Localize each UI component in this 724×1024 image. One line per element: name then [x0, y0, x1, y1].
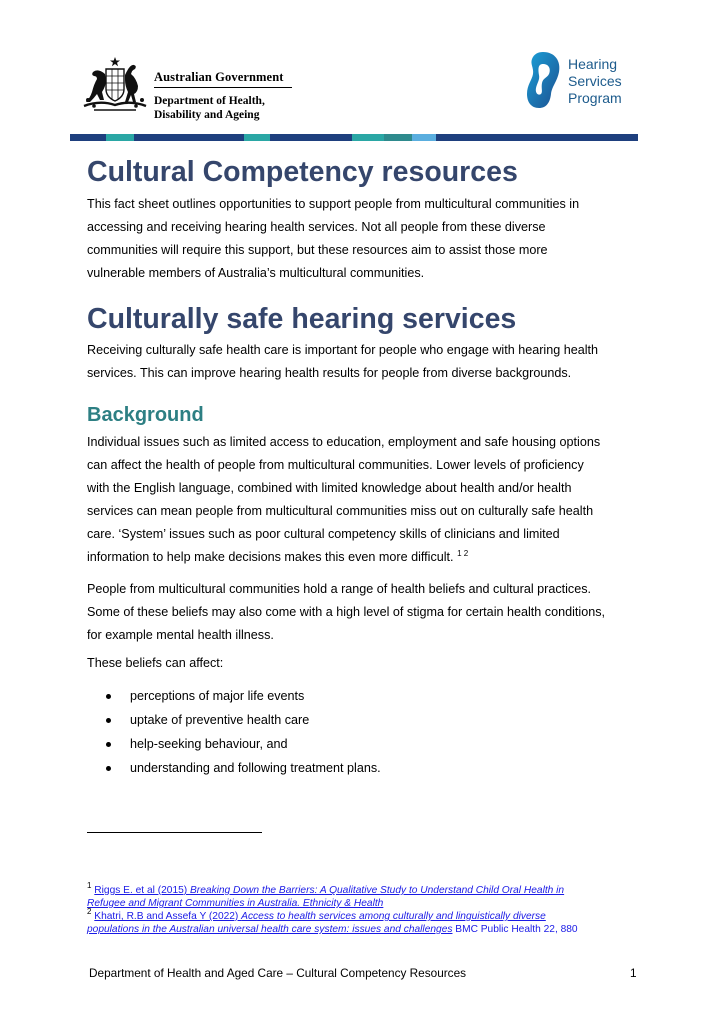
footnote-1-link[interactable]	[94, 885, 564, 896]
intro-line: vulnerable members of Australia’s multicultural communities.	[87, 266, 425, 280]
government-rule	[154, 87, 292, 88]
footnote-2-link-cont[interactable]	[87, 924, 452, 935]
footnote-number: 2	[87, 907, 92, 916]
stripe-segment	[134, 134, 204, 141]
background-line: Some of these beliefs may also come with a high level of stigma for certain health conditions,	[87, 605, 606, 619]
footnote-authors: Riggs E. et al (2015)	[94, 885, 190, 896]
stripe-segment	[270, 134, 330, 141]
footnote-reference[interactable]: 1 2	[457, 549, 469, 558]
background-line	[87, 546, 643, 569]
list-item-text: uptake of preventive health care	[130, 713, 310, 727]
program-name	[568, 56, 622, 107]
page-number: 1	[630, 966, 637, 980]
background-paragraph-2	[87, 578, 643, 647]
background-line: Individual issues such as limited access to education, employment and safe housing options	[87, 435, 601, 449]
footnote-authors: Khatri, R.B and Assefa Y (2022)	[94, 911, 242, 922]
footnote-title: Refugee and Migrant Communities in Australia. Ethnicity & Health	[87, 898, 384, 909]
government-name: Australian Government	[154, 70, 284, 84]
stripe-segment	[330, 134, 352, 141]
program-name-line: Program	[568, 90, 622, 106]
background-line: services can mean people from multicultural communities miss out on culturally safe health	[87, 504, 594, 518]
ear-logo-icon	[524, 50, 562, 110]
list-item	[104, 732, 624, 756]
page-title: Cultural Competency resources	[87, 156, 518, 188]
section-line: Receiving culturally safe health care is important for people who engage with hearing health	[87, 343, 599, 357]
section-title: Culturally safe hearing services	[87, 303, 517, 335]
program-name-line: Hearing	[568, 56, 618, 72]
page-footer: Department of Health and Aged Care – Cultural Competency Resources	[89, 966, 467, 980]
section-paragraph	[87, 339, 643, 385]
department-name	[154, 94, 314, 122]
intro-paragraph	[87, 193, 643, 285]
bullet-icon	[106, 694, 111, 699]
footnote-number: 1	[87, 881, 92, 890]
government-logo	[80, 56, 310, 126]
footnote-title: Breaking Down the Barriers: A Qualitative Study to Understand Child Oral Health in	[190, 885, 565, 896]
program-logo	[524, 48, 644, 116]
section-line: services. This can improve hearing health results for people from diverse backgrounds.	[87, 366, 572, 380]
bullet-icon	[106, 718, 111, 723]
footnote-source: BMC Public Health 22, 880	[452, 924, 578, 935]
list-item-text: help-seeking behaviour, and	[130, 737, 288, 751]
list-item-text: perceptions of major life events	[130, 689, 305, 703]
stripe-segment	[70, 134, 106, 141]
footnote-2-link[interactable]	[94, 911, 546, 922]
beliefs-list	[104, 684, 624, 780]
footnote-1-link-cont[interactable]	[87, 898, 383, 909]
background-line: with the English language, combined with limited knowledge about health and/or health	[87, 481, 572, 495]
header-stripe	[70, 134, 638, 141]
intro-line: accessing and receiving hearing health services. Not all people from these diverse	[87, 220, 546, 234]
background-line: can affect the health of people from multicultural communities. Lower levels of proficiency	[87, 458, 584, 472]
footnotes	[87, 881, 647, 936]
coat-of-arms-icon	[80, 56, 150, 114]
footnote-title: populations in the Australian universal health care system: issues and challenges	[87, 924, 453, 935]
list-item	[104, 708, 624, 732]
bullet-icon	[106, 742, 111, 747]
stripe-segment	[352, 134, 384, 141]
stripe-segment	[412, 134, 436, 141]
footnote-1	[87, 881, 647, 910]
stripe-segment	[436, 134, 638, 141]
background-line-text: information to help make decisions makes this even more difficult.	[87, 550, 454, 564]
stripe-segment	[204, 134, 244, 141]
background-line: People from multicultural communities hold a range of health beliefs and cultural practices.	[87, 582, 592, 596]
footnote-line	[87, 897, 647, 910]
footnote-title: Access to health services among culturally and linguistically diverse	[241, 911, 546, 922]
background-heading: Background	[87, 404, 204, 426]
intro-line: communities will require this support, but these resources aim to assist those more	[87, 243, 548, 257]
footnote-separator	[87, 832, 262, 833]
background-line: for example mental health illness.	[87, 628, 274, 642]
stripe-segment	[244, 134, 270, 141]
bullet-icon	[106, 766, 111, 771]
footnote-line	[87, 907, 647, 923]
stripe-segment	[384, 134, 412, 141]
footnote-2	[87, 907, 647, 936]
department-name-line: Disability and Ageing	[154, 109, 260, 121]
program-name-line: Services	[568, 73, 622, 89]
list-item-text: understanding and following treatment plans.	[130, 761, 381, 775]
department-name-line: Department of Health,	[154, 95, 265, 107]
background-line: care. ‘System’ issues such as poor cultural competency skills of clinicians and limited	[87, 527, 560, 541]
intro-line: This fact sheet outlines opportunities to support people from multicultural communities in	[87, 197, 580, 211]
footnote-line	[87, 923, 647, 936]
footnote-line	[87, 881, 647, 897]
list-item	[104, 756, 624, 780]
stripe-segment	[106, 134, 134, 141]
list-item	[104, 684, 624, 708]
beliefs-intro: These beliefs can affect:	[87, 656, 224, 670]
background-paragraph-1	[87, 431, 643, 569]
